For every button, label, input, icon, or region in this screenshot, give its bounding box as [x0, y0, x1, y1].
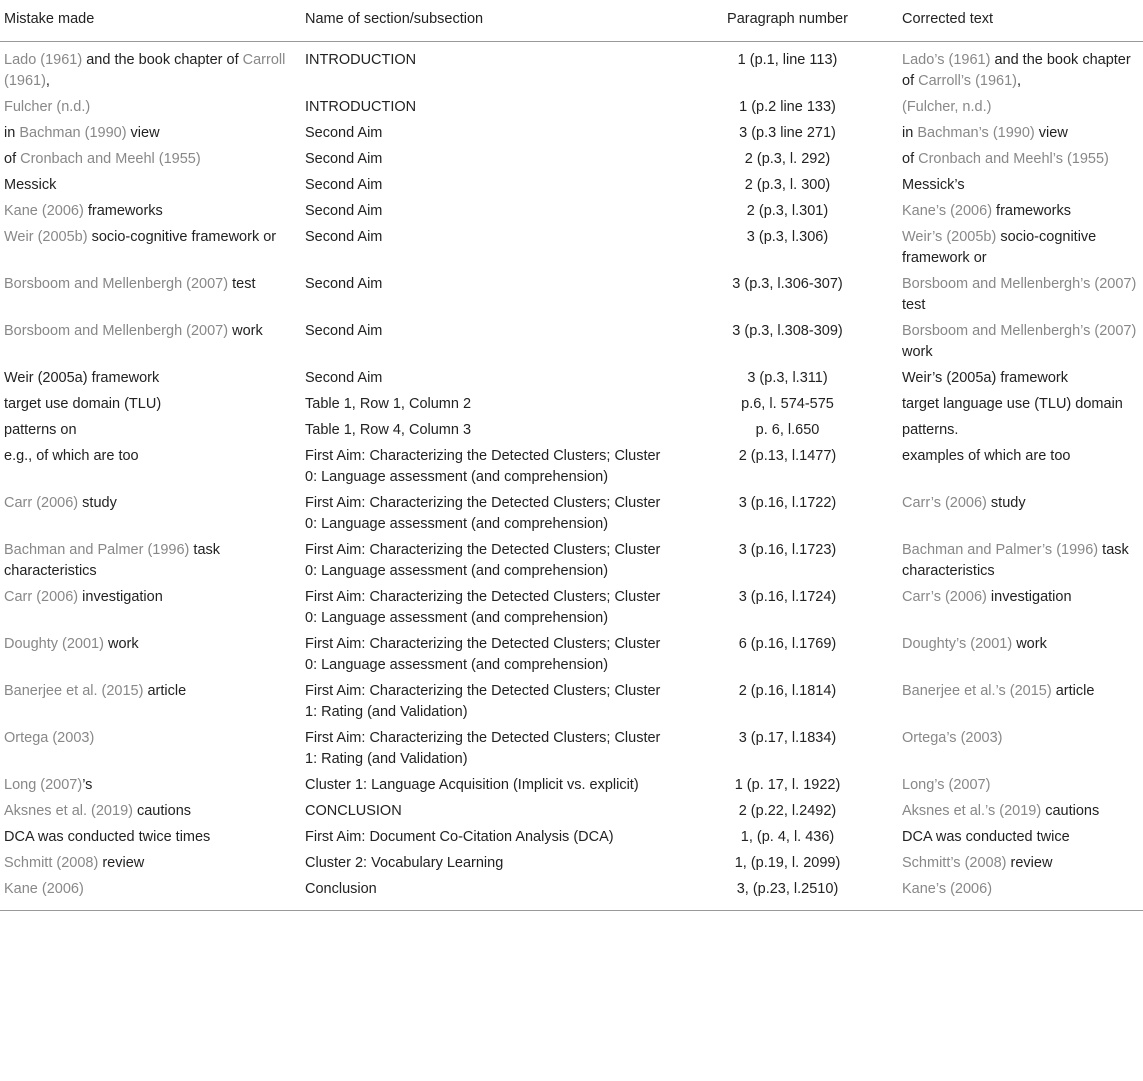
paragraph-cell: 3 (p.17, l.1834)	[738, 730, 837, 746]
citation-text: Bachman and Palmer’s (1996)	[902, 542, 1099, 558]
plain-text: ,	[45, 73, 50, 89]
corrected-cell	[898, 491, 1143, 538]
plain-text: view	[1034, 125, 1068, 141]
citation-text: Kane’s (2006)	[902, 203, 993, 219]
table-row	[0, 42, 1143, 95]
mistake-cell	[0, 199, 301, 225]
header-paragraph: Paragraph number	[677, 0, 898, 42]
plain-text: test	[228, 276, 256, 292]
citation-text: Fulcher (n.d.)	[4, 99, 91, 115]
mistake-cell	[0, 366, 301, 392]
table-row	[0, 366, 1143, 392]
plain-text: ’s	[82, 777, 93, 793]
mistake-cell	[0, 225, 301, 272]
paragraph-cell: 1 (p. 17, l. 1922)	[734, 777, 841, 793]
plain-text: investigation	[986, 589, 1072, 605]
paragraph-cell: 3 (p.3, l.308-309)	[732, 323, 843, 339]
plain-text: e.g., of which are too	[4, 448, 139, 464]
paragraph-cell: 2 (p.3, l.301)	[746, 203, 829, 219]
paragraph-cell: 2 (p.22, l.2492)	[738, 803, 837, 819]
citation-text: Borsboom and Mellenbergh (2007)	[4, 323, 229, 339]
header-section: Name of section/subsection	[301, 0, 677, 42]
table-row	[0, 679, 1143, 726]
table-row	[0, 392, 1143, 418]
paragraph-cell: 1, (p.19, l. 2099)	[734, 855, 841, 871]
plain-text: target use domain (TLU)	[4, 396, 162, 412]
corrected-cell	[898, 272, 1143, 319]
plain-text: in	[4, 125, 20, 141]
mistake-cell	[0, 319, 301, 366]
plain-text: Messick’s	[902, 177, 965, 193]
paragraph-cell: 2 (p.13, l.1477)	[738, 448, 837, 464]
citation-text: Bachman’s (1990)	[917, 125, 1035, 141]
mistake-cell	[0, 632, 301, 679]
plain-text: and the book chapter of	[902, 52, 1131, 89]
corrected-cell	[898, 825, 1143, 851]
table-row	[0, 121, 1143, 147]
corrected-cell	[898, 121, 1143, 147]
section-cell: Second Aim	[305, 151, 383, 167]
mistake-cell	[0, 272, 301, 319]
citation-text: Carr’s (2006)	[902, 589, 987, 605]
table-row	[0, 585, 1143, 632]
mistake-cell	[0, 877, 301, 911]
paragraph-cell: 2 (p.3, l. 292)	[744, 151, 831, 167]
plain-text: Weir (2005a) framework	[4, 370, 160, 386]
plain-text: DCA was conducted twice times	[4, 829, 211, 845]
mistake-cell	[0, 585, 301, 632]
mistake-cell	[0, 444, 301, 491]
plain-text: patterns on	[4, 422, 77, 438]
mistake-cell	[0, 679, 301, 726]
citation-text: Carr (2006)	[4, 495, 79, 511]
corrected-cell	[898, 679, 1143, 726]
plain-text: test	[902, 297, 926, 313]
citation-text: Borsboom and Mellenbergh (2007)	[4, 276, 229, 292]
section-cell: First Aim: Characterizing the Detected Clusters; Cluster 1: Rating (and Validation)	[305, 730, 661, 767]
section-cell: First Aim: Characterizing the Detected Clusters; Cluster 0: Language assessment (and comprehension)	[305, 589, 661, 626]
corrected-cell	[898, 726, 1143, 773]
table-row	[0, 95, 1143, 121]
section-cell: First Aim: Characterizing the Detected Clusters; Cluster 0: Language assessment (and comprehension)	[305, 495, 661, 532]
citation-text: Carr’s (2006)	[902, 495, 987, 511]
plain-text: work	[228, 323, 263, 339]
citation-text: Kane (2006)	[4, 203, 84, 219]
section-cell: Second Aim	[305, 125, 383, 141]
section-cell: Second Aim	[305, 323, 383, 339]
table-row	[0, 225, 1143, 272]
corrected-cell	[898, 173, 1143, 199]
corrected-cell	[898, 877, 1143, 911]
table-row	[0, 173, 1143, 199]
mistake-cell	[0, 392, 301, 418]
citation-text: Weir (2005b)	[4, 229, 88, 245]
paragraph-cell: 3 (p.3 line 271)	[739, 125, 836, 141]
plain-text: cautions	[1041, 803, 1100, 819]
section-cell: Second Aim	[305, 276, 383, 292]
section-cell: Conclusion	[301, 877, 677, 911]
section-cell: Cluster 1: Language Acquisition (Implicit vs. explicit)	[305, 777, 639, 793]
plain-text: cautions	[132, 803, 192, 819]
paragraph-cell: 1 (p.1, line 113)	[737, 52, 838, 68]
citation-text: Doughty (2001)	[4, 636, 104, 652]
corrected-cell	[898, 95, 1143, 121]
table-row	[0, 632, 1143, 679]
table-row	[0, 199, 1143, 225]
plain-text: article	[143, 683, 187, 699]
plain-text: patterns.	[902, 422, 959, 438]
plain-text: view	[126, 125, 160, 141]
citation-text: Schmitt (2008)	[4, 855, 99, 871]
plain-text: socio-cognitive framework or	[87, 229, 277, 245]
plain-text: review	[1006, 855, 1053, 871]
table-row	[0, 825, 1143, 851]
plain-text: examples of which are too	[902, 448, 1071, 464]
table-row	[0, 726, 1143, 773]
section-cell: Second Aim	[305, 229, 383, 245]
mistake-cell	[0, 538, 301, 585]
corrected-cell	[898, 147, 1143, 173]
citation-text: Aksnes et al. (2019)	[4, 803, 133, 819]
plain-text: task characteristics	[4, 542, 221, 579]
section-cell: INTRODUCTION	[305, 52, 417, 68]
section-cell: First Aim: Characterizing the Detected Clusters; Cluster 0: Language assessment (and comprehension)	[305, 636, 661, 673]
plain-text: study	[78, 495, 117, 511]
plain-text: article	[1051, 683, 1095, 699]
section-cell: Cluster 2: Vocabulary Learning	[305, 855, 504, 871]
plain-text: work	[1012, 636, 1047, 652]
mistake-cell	[0, 42, 301, 95]
table-row	[0, 877, 1143, 911]
table-row	[0, 538, 1143, 585]
paragraph-cell: 2 (p.3, l. 300)	[744, 177, 831, 193]
citation-text: Doughty’s (2001)	[902, 636, 1013, 652]
mistake-cell	[0, 491, 301, 538]
paragraph-cell: 1, (p. 4, l. 436)	[740, 829, 835, 845]
citation-text: Kane (2006)	[4, 881, 84, 897]
corrected-cell	[898, 366, 1143, 392]
header-row	[0, 0, 1143, 42]
mistake-cell	[0, 825, 301, 851]
section-cell: Table 1, Row 1, Column 2	[305, 396, 472, 412]
section-cell: First Aim: Characterizing the Detected Clusters; Cluster 1: Rating (and Validation)	[305, 683, 661, 720]
citation-text: Lado’s (1961)	[902, 52, 991, 68]
table-row	[0, 272, 1143, 319]
paragraph-cell: 3 (p.16, l.1722)	[738, 495, 837, 511]
paragraph-cell: 3 (p.3, l.306)	[746, 229, 829, 245]
plain-text: Messick	[4, 177, 57, 193]
corrected-cell	[898, 392, 1143, 418]
plain-text: ,	[1016, 73, 1022, 89]
citation-text: Carroll (1961)	[4, 52, 286, 89]
plain-text: of	[902, 151, 919, 167]
plain-text: Weir’s (2005a) framework	[902, 370, 1068, 386]
table-row	[0, 319, 1143, 366]
header-corrected: Corrected text	[898, 0, 1143, 42]
plain-text: and the book chapter of	[82, 52, 243, 68]
paragraph-cell: 3 (p.3, l.311)	[747, 370, 828, 386]
citation-text: Bachman (1990)	[19, 125, 127, 141]
mistake-cell	[0, 773, 301, 799]
citation-text: Banerjee et al. (2015)	[4, 683, 144, 699]
mistake-cell	[0, 147, 301, 173]
plain-text: review	[98, 855, 145, 871]
corrected-cell	[898, 418, 1143, 444]
plain-text: investigation	[78, 589, 163, 605]
corrected-cell	[898, 444, 1143, 491]
corrected-cell	[898, 773, 1143, 799]
section-cell: Second Aim	[305, 370, 383, 386]
corrected-cell	[898, 851, 1143, 877]
section-cell: Second Aim	[305, 177, 383, 193]
paragraph-cell: 3 (p.16, l.1724)	[738, 589, 837, 605]
paragraph-cell: p. 6, l.650	[755, 422, 820, 438]
corrected-cell	[898, 225, 1143, 272]
table-row	[0, 444, 1143, 491]
mistake-cell	[0, 851, 301, 877]
plain-text: socio-cognitive framework or	[902, 229, 1097, 266]
section-cell: INTRODUCTION	[305, 99, 417, 115]
paragraph-cell: 1 (p.2 line 133)	[739, 99, 836, 115]
plain-text: in	[902, 125, 918, 141]
citation-text: Bachman and Palmer (1996)	[4, 542, 190, 558]
paragraph-cell: 2 (p.16, l.1814)	[738, 683, 837, 699]
citation-text: Lado (1961)	[4, 52, 83, 68]
citation-text: Banerjee et al.’s (2015)	[902, 683, 1052, 699]
paragraph-cell: 3 (p.16, l.1723)	[738, 542, 837, 558]
mistake-cell	[0, 173, 301, 199]
paragraph-cell: 3 (p.3, l.306-307)	[732, 276, 843, 292]
plain-text: of	[4, 151, 21, 167]
citation-text: Ortega’s (2003)	[902, 730, 1003, 746]
citation-text: (Fulcher, n.d.)	[902, 99, 992, 115]
plain-text: study	[986, 495, 1026, 511]
citation-text: Long (2007)	[4, 777, 83, 793]
corrected-cell	[898, 319, 1143, 366]
plain-text: task characteristics	[902, 542, 1129, 579]
plain-text: frameworks	[83, 203, 163, 219]
citation-text: Carr (2006)	[4, 589, 79, 605]
paragraph-cell: 3, (p.23, l.2510)	[677, 877, 898, 911]
plain-text: DCA was conducted twice	[902, 829, 1070, 845]
citation-text: Ortega (2003)	[4, 730, 95, 746]
section-cell: First Aim: Document Co-Citation Analysis (DCA)	[305, 829, 614, 845]
table-row	[0, 799, 1143, 825]
citation-text: Carroll’s (1961)	[918, 73, 1017, 89]
citation-text: Kane’s (2006)	[902, 881, 993, 897]
corrected-cell	[898, 799, 1143, 825]
table-row	[0, 491, 1143, 538]
mistake-cell	[0, 799, 301, 825]
corrected-cell	[898, 632, 1143, 679]
mistake-cell	[0, 418, 301, 444]
citation-text: Cronbach and Meehl (1955)	[20, 151, 201, 167]
citation-text: Schmitt’s (2008)	[902, 855, 1007, 871]
section-cell: First Aim: Characterizing the Detected Clusters; Cluster 0: Language assessment (and comprehension)	[305, 542, 661, 579]
citation-text: Long’s (2007)	[902, 777, 991, 793]
corrected-cell	[898, 585, 1143, 632]
section-cell: Second Aim	[305, 203, 383, 219]
citation-text: Borsboom and Mellenbergh’s (2007)	[902, 276, 1137, 292]
mistake-cell	[0, 726, 301, 773]
corrected-cell	[898, 42, 1143, 95]
citation-text: Aksnes et al.’s (2019)	[902, 803, 1042, 819]
corrected-cell	[898, 538, 1143, 585]
mistake-cell	[0, 95, 301, 121]
section-cell: First Aim: Characterizing the Detected Clusters; Cluster 0: Language assessment (and comprehension)	[305, 448, 661, 485]
header-mistake: Mistake made	[0, 0, 301, 42]
citation-text: Weir’s (2005b)	[902, 229, 997, 245]
corrected-cell	[898, 199, 1143, 225]
table-row	[0, 147, 1143, 173]
paragraph-cell: p.6, l. 574-575	[741, 396, 834, 412]
mistake-cell	[0, 121, 301, 147]
paragraph-cell: 6 (p.16, l.1769)	[738, 636, 837, 652]
table-row	[0, 773, 1143, 799]
plain-text: work	[103, 636, 139, 652]
section-cell: CONCLUSION	[305, 803, 402, 819]
table-row	[0, 418, 1143, 444]
table-body	[0, 42, 1143, 911]
plain-text: frameworks	[992, 203, 1071, 219]
plain-text: target language use (TLU) domain	[902, 396, 1123, 412]
table-row	[0, 851, 1143, 877]
plain-text: work	[902, 344, 933, 360]
citation-text: Cronbach and Meehl’s (1955)	[918, 151, 1109, 167]
section-cell: Table 1, Row 4, Column 3	[305, 422, 472, 438]
citation-text: Borsboom and Mellenbergh’s (2007)	[902, 323, 1137, 339]
